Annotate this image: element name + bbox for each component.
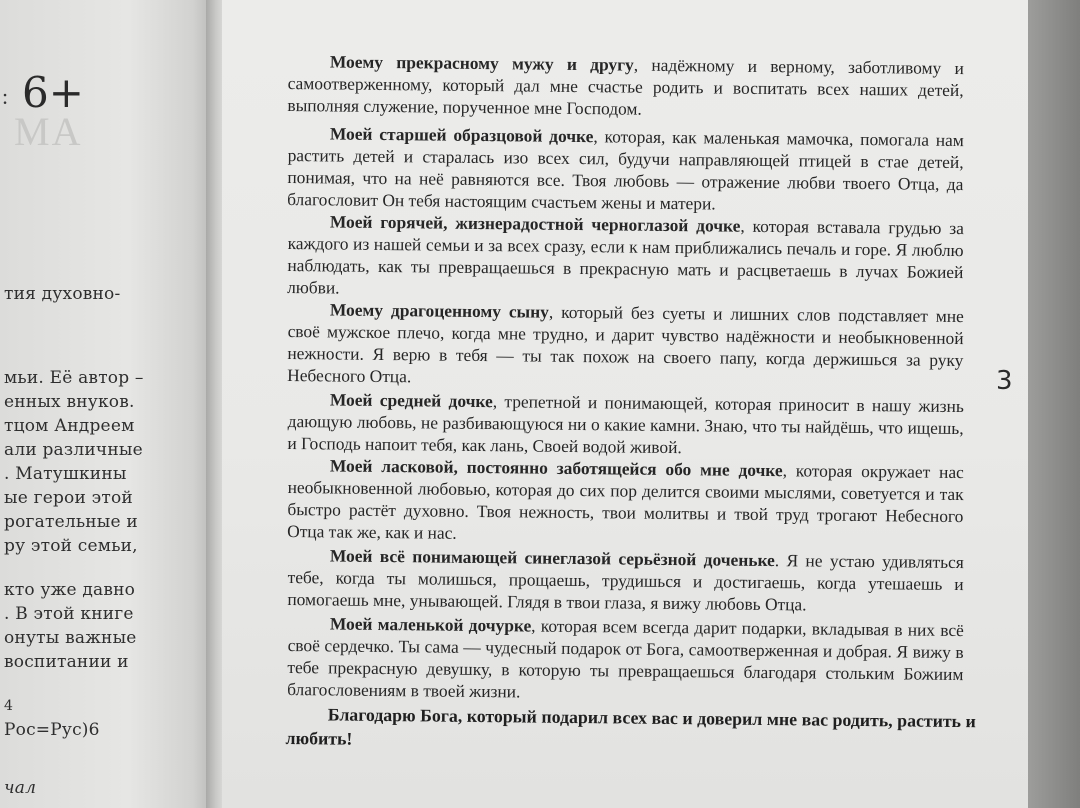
dedication-text: , который без суеты и лишних слов подставляет мне своё мужское плечо, когда мне трудно, и дарит чувство надёжности и необыкновенной нежности. Я верю в тебя — ты так похож на своего папу, когда держишься за руку Небесного Отца.: [287, 301, 964, 387]
dedication-text: , которая вставала грудью за каждого из нашей семьи и за всех сразу, если к нам приближались печаль и горе. Я люблю наблюдать, как ты превращаешься в прекрасную мать и расцветаешь в лучах Божией любви.: [287, 215, 964, 298]
dedication-paragraph: [287, 388, 964, 461]
dedication-paragraph: [287, 612, 964, 707]
dedication-text: , которая, как маленькая мамочка, помогала нам растить детей и старалась изо всех сил, будучи направляющей птицей в стае детей, понимая, что на неё равняются все. Твоя любовь — отражение любви твоего Отца, да благословит Он тебя настоящим счастьем жены и матери.: [287, 126, 964, 214]
dedication-lead: Моему прекрасному мужу и другу: [329, 51, 634, 75]
dedication-text: . Я не устаю удивляться тебе, когда ты молишься, прощаешь, трудишься и достигаешь, когда утешаешь и помогаешь мне, унывающей. Глядя в твои глаза, я вижу любовь Отца.: [287, 550, 964, 615]
dedication-lead: Моей старшей образцовой дочке: [329, 123, 594, 147]
dedication-lead: Моей ласковой, постоянно заботящейся обо мне дочке: [329, 455, 783, 481]
dedication-lead: Моей маленькой дочурке: [329, 613, 532, 636]
left-page-line: мьи. Её автор –: [4, 368, 144, 388]
dedication-paragraph: [287, 122, 964, 217]
left-page-line: рогательные и: [4, 512, 138, 532]
dedication-lead: Моей средней дочке: [329, 389, 493, 412]
dedication-lead: Моей всё понимающей синеглазой серьёзной доченьке: [329, 545, 775, 571]
age-prefix: :: [2, 84, 9, 109]
dedication-text: , надёжному и верному, заботливому и самоотверженному, который дал мне счастье родить и воспитать всех наших детей, выполняя служение, порученное мне Господом.: [287, 54, 964, 119]
dedication-paragraph: [287, 454, 964, 549]
left-page-line: Рос=Рус)6: [4, 720, 100, 740]
dedication-paragraph: [287, 50, 964, 123]
closing-thanks: Благодарю Бога, который подарил всех вас и доверил мне вас родить, растить и любить!: [285, 704, 976, 749]
left-page-line: воспитании и: [4, 652, 129, 672]
page-number: 3: [996, 366, 1013, 396]
dedication-text: , которая окружает нас необыкновенной любовью, которая до сих пор делится своими мыслями, советуется и так быстро растёт духовно. Твоя нежность, твои молитвы и твой труд трогают Небесного Отца так же, как и нас.: [287, 460, 964, 543]
left-page-line: кто уже давно: [4, 580, 136, 600]
left-page-line: . Матушкины: [4, 464, 127, 484]
dedication-lead: Моей горячей, жизнерадостной черноглазой дочке: [329, 211, 741, 236]
dedication-text: , трепетной и понимающей, которая приносит в нашу жизнь дающую любовь, не разбивающуюся ни о какие камни. Знаю, что ты найдёшь, что ищешь, и Господь напоит тебя, как лань, Своей водой живой.: [287, 391, 964, 458]
dedication-paragraph: [287, 298, 964, 393]
left-page-line: чал: [4, 778, 37, 798]
left-page-line: тцом Андреем: [4, 416, 135, 436]
left-page-line: енных внуков.: [4, 392, 135, 412]
left-page-line: онуты важные: [4, 628, 137, 648]
left-page-line: ые герои этой: [4, 488, 133, 508]
age-rating: 6+: [22, 68, 84, 117]
left-page-line: али различные: [4, 440, 143, 460]
page-edge-shadow: [1028, 0, 1080, 808]
dedication-lead: Моему драгоценному сыну: [329, 299, 550, 322]
dedication-paragraph: [287, 544, 964, 617]
dedication-paragraph: [287, 210, 964, 305]
dedication-text: , которая всем всегда дарит подарки, вкладывая в них всё своё сердечко. Ты сама — чудесный подарок от Бога, самоотверженная и добрая. Я вижу в тебе прекрасную девушку, в которую ты превращаешься благодаря стольким Божиим благословениям в твоей жизни.: [287, 615, 964, 702]
ghost-text: МА: [14, 109, 83, 154]
left-page-line: тия духовно-: [4, 284, 121, 304]
left-page-line: ру этой семьи,: [4, 536, 138, 556]
left-page: [0, 0, 214, 808]
left-page-line: . В этой книге: [4, 604, 134, 624]
left-page-line: 4: [4, 698, 14, 714]
